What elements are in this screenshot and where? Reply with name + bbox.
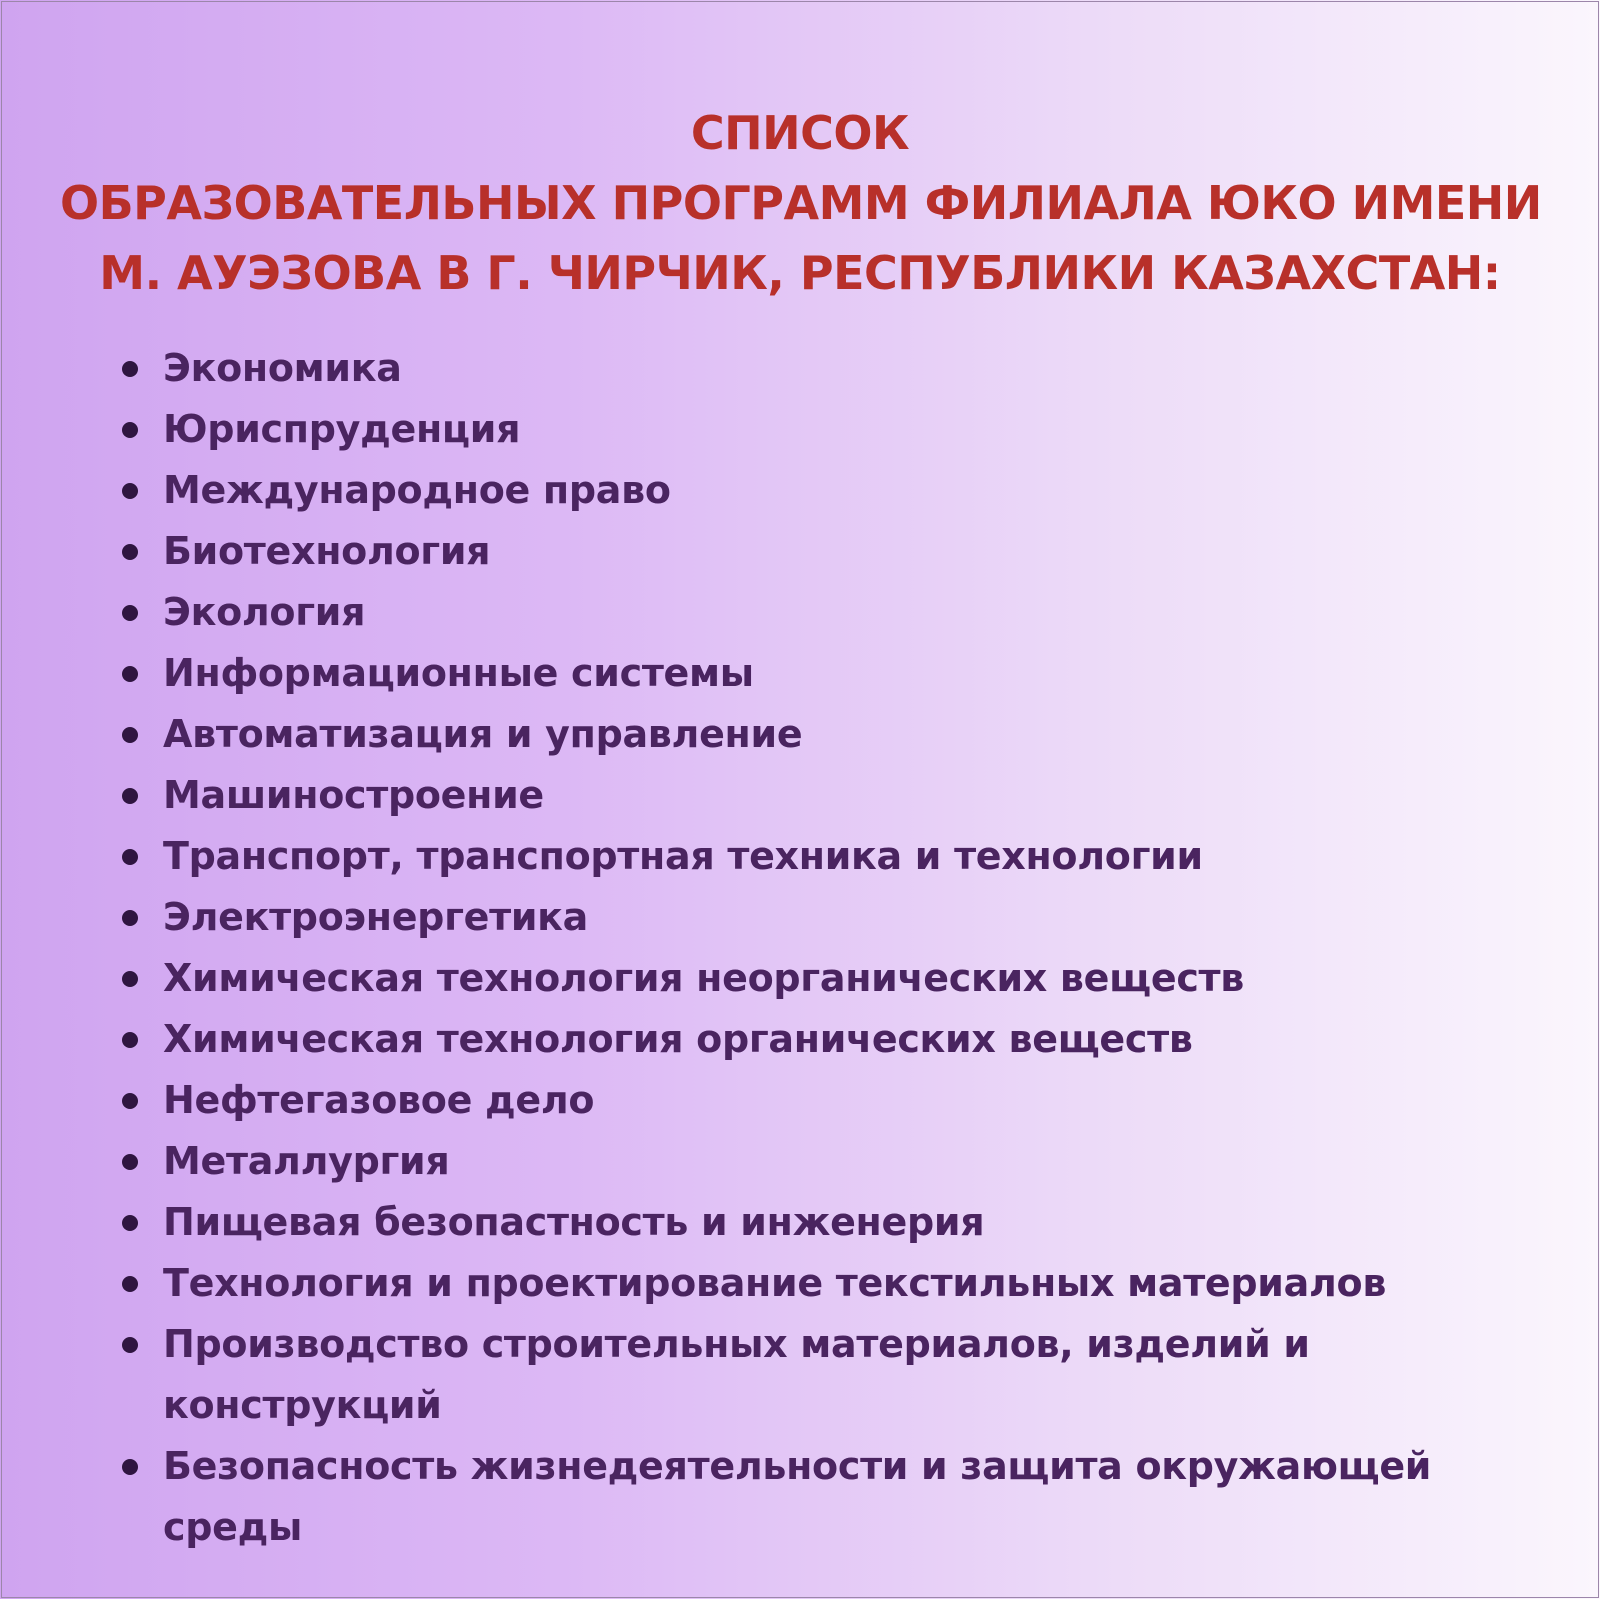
program-name: Безопасность жизнедеятельности и защита окружающей среды <box>163 1444 1432 1549</box>
bullet-dot-icon <box>122 422 138 438</box>
list-item <box>118 1314 1448 1436</box>
program-name: Электроэнергетика <box>163 895 588 939</box>
program-name: Машиностроение <box>163 773 544 817</box>
program-name: Международное право <box>163 468 671 512</box>
program-name: Производство строительных материалов, изделий и конструкций <box>163 1322 1310 1427</box>
bullet-dot-icon <box>122 361 138 377</box>
list-item <box>118 1253 1448 1314</box>
list-item <box>118 338 1448 399</box>
program-name: Пищевая безопастность и инженерия <box>163 1200 985 1244</box>
program-name: Нефтегазовое дело <box>163 1078 595 1122</box>
bullet-dot-icon <box>122 1215 138 1231</box>
bullet-dot-icon <box>122 544 138 560</box>
bullet-dot-icon <box>122 666 138 682</box>
bullet-dot-icon <box>122 605 138 621</box>
list-item <box>118 399 1448 460</box>
program-name: Экономика <box>163 346 402 390</box>
title-line-3: М. АУЭЗОВА В Г. ЧИРЧИК, РЕСПУБЛИКИ КАЗАХСТАН: <box>99 246 1501 300</box>
bullet-dot-icon <box>122 1337 138 1353</box>
title-line-1: СПИСОК <box>690 106 910 160</box>
bullet-dot-icon <box>122 1154 138 1170</box>
bullet-dot-icon <box>122 1032 138 1048</box>
list-item <box>118 1131 1448 1192</box>
program-name: Биотехнология <box>163 529 491 573</box>
list-item <box>118 460 1448 521</box>
program-name: Юриспруденция <box>163 407 521 451</box>
list-item <box>118 582 1448 643</box>
bullet-dot-icon <box>122 1459 138 1475</box>
program-name: Металлургия <box>163 1139 450 1183</box>
list-item <box>118 1192 1448 1253</box>
bullet-dot-icon <box>122 727 138 743</box>
list-item <box>118 826 1448 887</box>
program-name: Химическая технология неорганических веществ <box>163 956 1245 1000</box>
program-name: Экология <box>163 590 366 634</box>
bullet-dot-icon <box>122 1093 138 1109</box>
list-item <box>118 765 1448 826</box>
bullet-dot-icon <box>122 849 138 865</box>
bullet-dot-icon <box>122 1276 138 1292</box>
program-name: Химическая технология органических веществ <box>163 1017 1193 1061</box>
list-item <box>118 948 1448 1009</box>
bullet-dot-icon <box>122 971 138 987</box>
list-item <box>118 1009 1448 1070</box>
program-name: Технология и проектирование текстильных материалов <box>163 1261 1387 1305</box>
program-name: Информационные системы <box>163 651 754 695</box>
program-list <box>118 338 1448 1558</box>
page-title <box>60 98 1540 308</box>
list-item <box>118 887 1448 948</box>
list-item <box>118 643 1448 704</box>
bullet-dot-icon <box>122 788 138 804</box>
program-name: Транспорт, транспортная техника и технологии <box>163 834 1203 878</box>
list-item <box>118 1436 1448 1558</box>
title-line-2: ОБРАЗОВАТЕЛЬНЫХ ПРОГРАММ ФИЛИАЛА ЮКО ИМЕНИ <box>60 176 1542 230</box>
list-item <box>118 704 1448 765</box>
list-item <box>118 1070 1448 1131</box>
program-name: Автоматизация и управление <box>163 712 803 756</box>
bullet-dot-icon <box>122 483 138 499</box>
bullet-dot-icon <box>122 910 138 926</box>
list-item <box>118 521 1448 582</box>
